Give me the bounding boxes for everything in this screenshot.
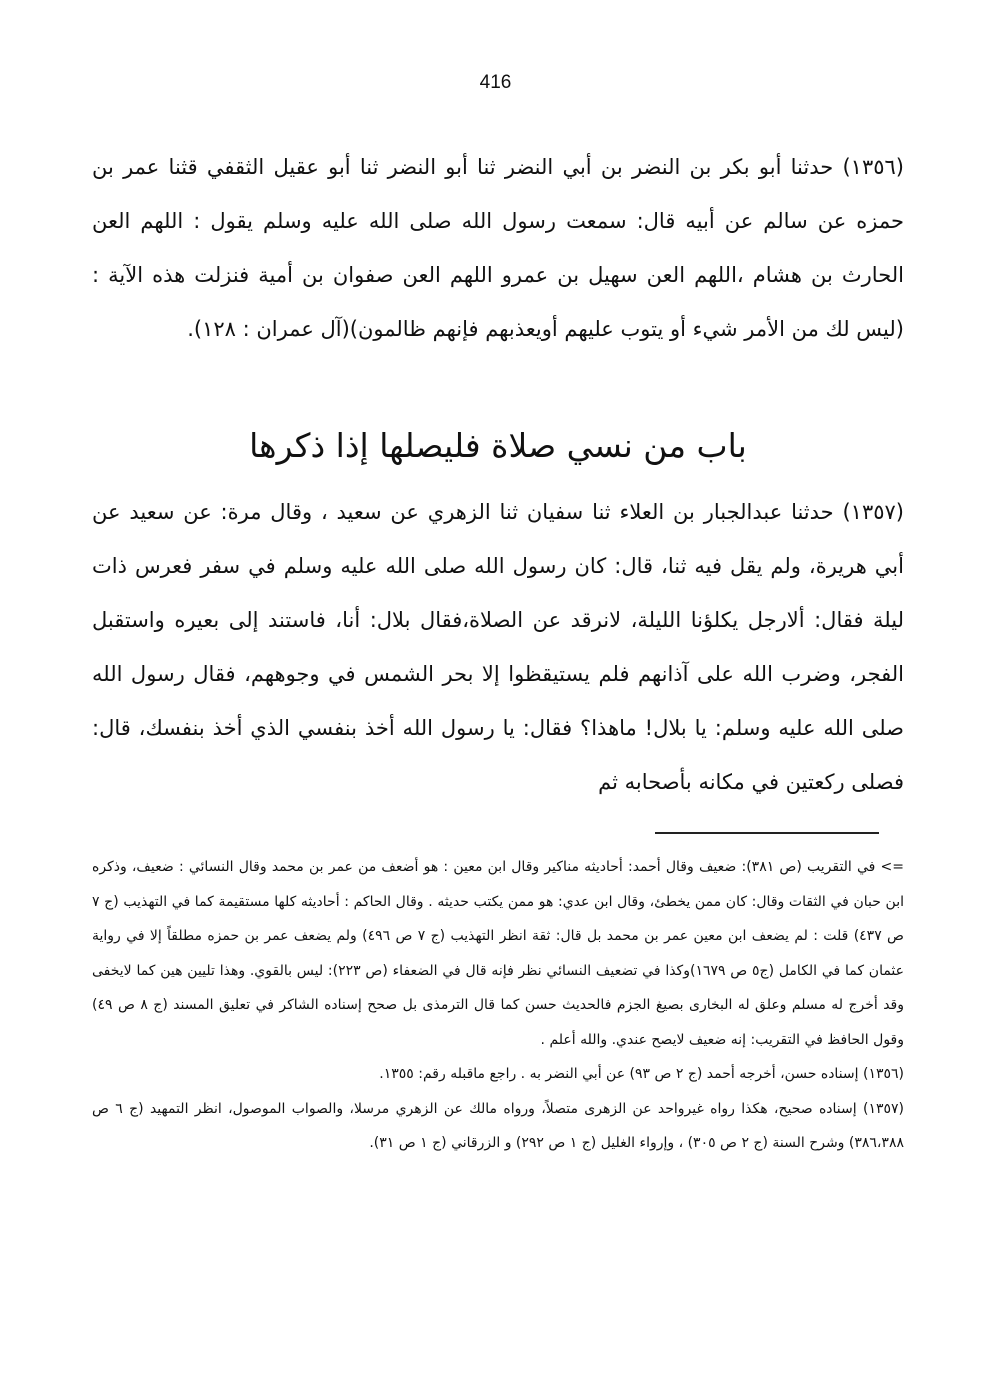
footnote-1357: (١٣٥٧) إسناده صحيح، هكذا رواه غيرواحد عن الزهرى متصلاً، ورواه مالك عن الزهري مرسلا، والصواب الموصول، انظر التمهيد (ج ٦ ص ٣٨٦،٣٨٨) وشرح السنة (ج ٢ ص ٣٠٥) ، وإرواء الغليل (ج ١ ص ٢٩٢) و الزرقاني (ج ١ ص ٣١). [92, 1100, 904, 1151]
footnote-1356: (١٣٥٦) إسناده حسن، أخرجه أحمد (ج ٢ ص ٩٣) عن أبي النضر به . راجع ماقبله رقم: ١٣٥٥. [379, 1066, 904, 1082]
chapter-heading: باب من نسي صلاة فليصلها إذا ذكرها [249, 426, 747, 465]
hadith-paragraph-1356: (١٣٥٦) حدثنا أبو بكر بن النضر بن أبي النضر ثنا أبو النضر ثنا أبو عقيل الثقفي قثنا عمر بن حمزه عن سالم عن أبيه قال: سمعت رسول الله صلى الله عليه وسلم يقول : اللهم العن الحارث بن هشام ،اللهم العن سهيل بن عمرو اللهم العن صفوان بن أمية فنزلت هذه الآية :(ليس لك من الأمر شيء أو يتوب عليهم أويعذبهم فإنهم ظالمون)(آل عمران : ١٢٨). [92, 155, 904, 341]
hadith-paragraph-1357: (١٣٥٧) حدثنا عبدالجبار بن العلاء ثنا سفيان ثنا الزهري عن سعيد ، وقال مرة: عن سعيد عن أبي هريرة، ولم يقل فيه ثنا، قال: كان رسول الله صلى الله عليه وسلم في سفر فعرس ذات ليلة فقال: ألارجل يكلؤنا الليلة، لانرقد عن الصلاة،فقال بلال: أنا، فاستند إلى بعيره واستقبل الفجر، وضرب الله على آذانهم فلم يستيقظوا إلا بحر الشمس في وجوههم، فقال رسول الله صلى الله عليه وسلم: يا بلال! ماهذا؟ فقال: يا رسول الله أخذ بنفسي الذي أخذ بنفسك، قال: فصلى ركعتين في مكانه بأصحابه ثم [92, 500, 904, 794]
page-number: 416 [479, 72, 512, 93]
footnotes-section [92, 850, 904, 1161]
footnote-separator [655, 832, 879, 834]
footnote-continued: => في التقريب (ص ٣٨١): ضعيف وقال أحمد: أحاديثه مناكير وقال ابن معين : هو أضعف من عمر بن محمد وقال النسائي : ضعيف، وذكره ابن حبان في الثقات وقال: كان ممن يخطئ، وقال ابن عدي: هو ممن يكتب حديثه . وقال الحاكم : أحاديثه كلها مستقيمة كما في التهذيب (ج ٧ ص ٤٣٧) قلت : لم يضعف ابن معين عمر بن محمد بل قال: ثقة انظر التهذيب (ج ٧ ص ٤٩٦) ولم يضعف عمر بن حمزه مطلقاً إلا في رواية عثمان كما في الكامل (ج٥ ص ١٦٧٩)وكذا في تضعيف النسائي نظر فإنه قال في الضعفاء (ص ٢٢٣): ليس بالقوي. وهذا تليين هين كما لايخفى وقد أخرج له مسلم وعلق له البخارى بصيغ الجزم فالحديث حسن كما قال الترمذى بل صحح إسناده الشاكر في تعليق المسند (ج ٨ ص ٤٩) وقول الحافظ في التقريب: إنه ضعيف لايصح عندي. والله أعلم . [92, 859, 905, 1048]
